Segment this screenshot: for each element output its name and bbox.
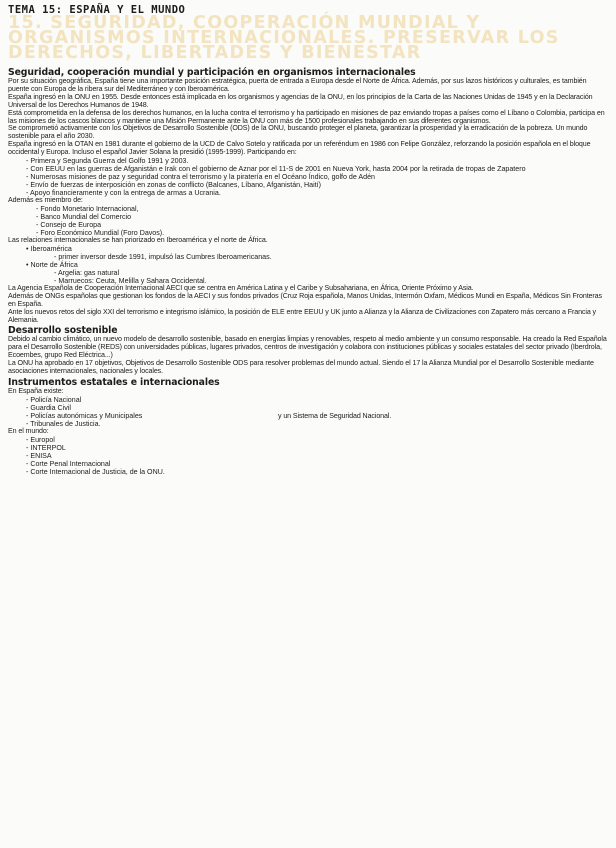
relations-intro: Las relaciones internacionales se han priorizado en Iberoamérica y el norte de África. (8, 235, 268, 244)
list-item: - Tribunales de Justicia. (26, 419, 101, 428)
paragraph: España ingresó en la OTAN en 1981 durante el gobierno de la UCD de Calvo Sotelo y ratificada por un referéndum en 1986 con Felipe González, reforzando la posición española en el bloque occidental y Europa. Incluso el español Javier Solana la presidió (1995-1999). Participando en: (8, 140, 591, 157)
list-item: - Numerosas misiones de paz y seguridad contra el terrorismo y la piratería en el Océano Índico, golfo de Adén (26, 173, 375, 182)
member-list (8, 205, 608, 237)
paragraph: Está comprometida en la defensa de los derechos humanos, en la lucha contra el terrorismo y ha participado en misiones de paz enviando tropas a países como el Líbano o Colombia, participa en las misiones de los cascos blancos y mantiene una Misión Permanente ante la ONU con más de 1500 profesionales trabajando en sus diferentes organismos. (8, 108, 605, 125)
page-title: 15. SEGURIDAD, COOPERACIÓN MUNDIAL Y ORGANISMOS INTERNACIONALES. PRESERVAR LOS DERECHOS, LIBERTADES Y BIENESTAR (8, 13, 560, 63)
list-item: • Norte de África (26, 260, 78, 269)
spain-extra: y un Sistema de Seguridad Nacional. (278, 411, 392, 420)
topic-label: TEMA 15: ESPAÑA Y EL MUNDO (8, 4, 186, 16)
paragraph: Por su situación geográfica, España tiene una importante posición estratégica, puerta de entrada a Europa desde el Norte de África. Además, por sus lazos históricos y culturales, es también puente con Europa de la ribera sur del Mediterráneo y con Iberoamérica. (8, 77, 587, 93)
paragraph: Debido al cambio climático, un nuevo modelo de desarrollo sostenible, basado en energías limpias y renovables, respeto al medio ambiente y un consumo responsable. Ha creado la Red Española para el Desarrollo Sostenible (REDS) con universidades públicas, lugares privados, centros de investigación y colabora con instituciones públicas y sociales estatales del sector privado (Iberdrola, Ecoembes, grupo Red Eléctrica...) (8, 335, 607, 360)
list-item: - Corte Penal Internacional (26, 459, 111, 468)
spain-intro: En España existe: (8, 386, 64, 395)
list-item: - Policía Nacional (26, 395, 82, 404)
paragraph: Ante los nuevos retos del siglo XXI del terrorismo e integrismo islámico, la posición de ELE entre EEUU y UK junto a Alianza y la Alianza de Civilizaciones con Zapatero más cercano a Francia y Alemania. (8, 307, 597, 324)
relations-list (8, 245, 608, 285)
list-item: - primer inversor desde 1991, impulsó las Cumbres Iberoamericanas. (54, 252, 272, 261)
otan-list (8, 157, 608, 197)
member-intro: Además es miembro de: (8, 196, 83, 205)
list-item: - Con EEUU en las guerras de Afganistán e Irak con el gobierno de Aznar por el 11-S de 2001 en Nueva York, hasta 2004 por la retirada de tropas de Zapatero (26, 165, 526, 174)
list-item: - Consejo de Europa (36, 220, 102, 229)
list-item: - Apoyo financieramente y con la entrega de armas a Ucrania. (26, 189, 221, 198)
list-item: - Fondo Monetario Internacional, (36, 204, 139, 213)
list-item: - Argelia: gas natural (54, 268, 120, 277)
list-item: - Foro Económico Mundial (Foro Davos). (36, 228, 165, 237)
paragraph: Se comprometió activamente con los Objetivos de Desarrollo Sostenible (ODS) de la ONU, buscando proteger el planeta, garantizar la prosperidad y la erradicación de la pobreza. Un mundo sostenible para el año 2030. (8, 124, 588, 141)
list-item: - Marruecos: Ceuta, Melilla y Sahara Occidental. (54, 276, 207, 285)
list-item: - Policías autonómicas y Municipales (26, 411, 143, 420)
paragraph: Además de ONGs españolas que gestionan los fondos de la AECI y sus fondos privados (Cruz Roja española, Manos Unidas, Intermón Oxfam, Médicos Mundi en España, Médicos Sin Fronteras en España. (8, 291, 602, 308)
world-intro: En el mundo: (8, 426, 49, 435)
list-item: - INTERPOL (26, 443, 66, 452)
list-item: - Banco Mundial del Comercio (36, 212, 132, 221)
section-heading-desarrollo: Desarrollo sostenible (8, 325, 118, 337)
paragraph: La Agencia Española de Cooperación Internacional AECI que se centra en América Latina y el Caribe y Subsahariana, en África, Oriente Próximo y Asia. (8, 283, 474, 292)
paragraph: España ingresó en la ONU en 1955. Desde entonces está implicada en los organismos y agencias de la ONU, en los principios de la Carta de las Naciones Unidas de 1945 y en la Declaración Universal de los Derechos Humanos de 1948. (8, 92, 593, 109)
list-item: - Europol (26, 435, 55, 444)
list-item: - Guardia Civil (26, 403, 71, 412)
world-list (8, 436, 608, 476)
section-heading-instrumentos: Instrumentos estatales e internacionales (8, 376, 220, 388)
list-item: - Corte Internacional de Justicia, de la ONU. (26, 467, 165, 476)
spain-block (8, 396, 608, 428)
section-heading-seguridad: Seguridad, cooperación mundial y participación en organismos internacionales (8, 67, 416, 78)
list-item: • Iberoamérica (26, 244, 72, 253)
paragraph: La ONU ha aprobado en 17 objetivos, Objetivos de Desarrollo Sostenible ODS para resolver problemas del mundo actual. Siendo el 17 la Alianza Mundial por el Desarrollo Sostenible mediante asociaciones internacionales, nacionales y locales. (8, 359, 594, 376)
list-item: - Envío de fuerzas de interposición en zonas de conflicto (Balcanes, Líbano, Afganistán, Haití) (26, 181, 321, 190)
list-item: - Primera y Segunda Guerra del Golfo 1991 y 2003. (26, 157, 189, 166)
list-item: - ENISA (26, 451, 52, 460)
